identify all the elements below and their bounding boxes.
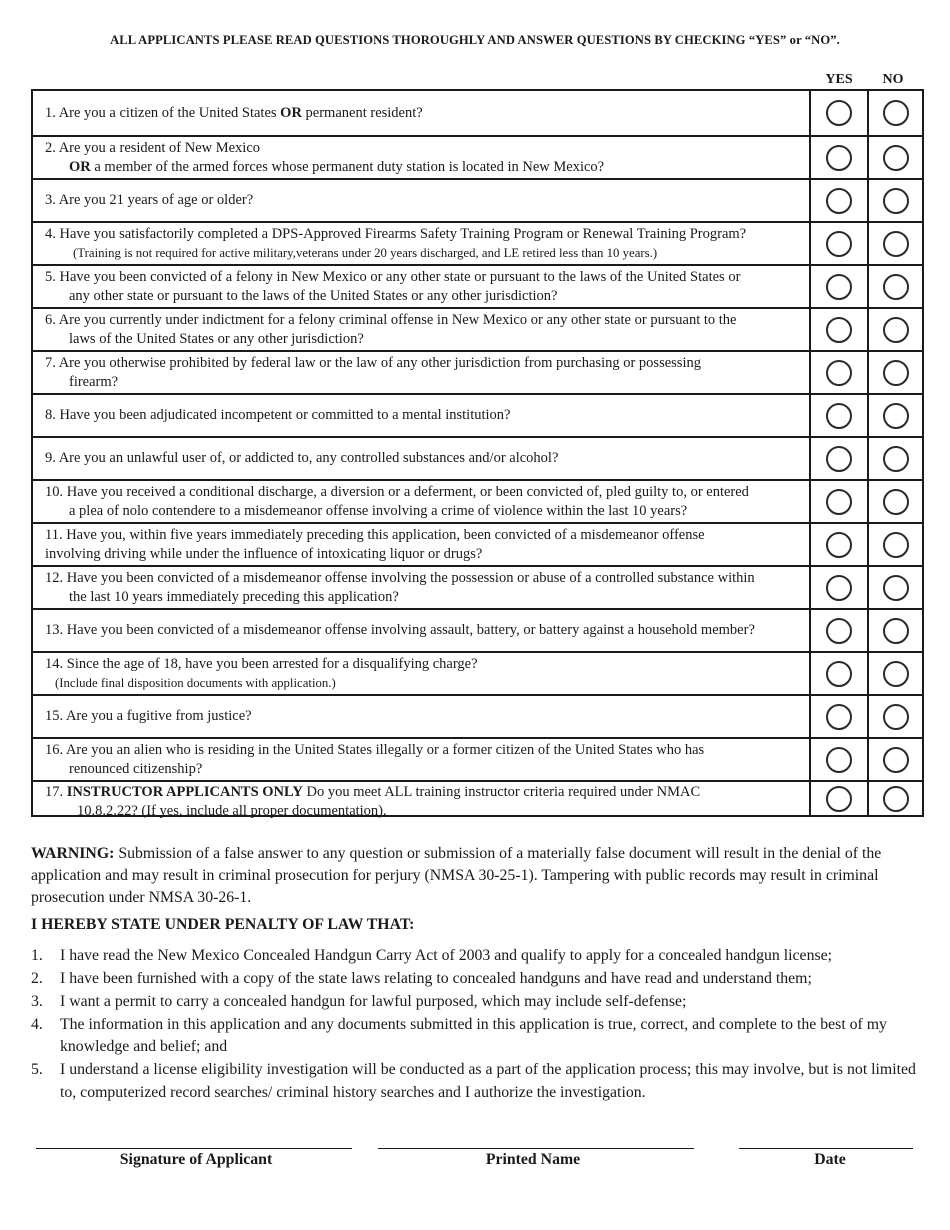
question-13-yes-radio[interactable] — [826, 618, 852, 644]
question-row-17 — [33, 780, 922, 819]
question-7-line-2: firearm? — [69, 373, 119, 390]
question-16-line-2: renounced citizenship? — [69, 760, 203, 777]
question-4-no-radio[interactable] — [883, 231, 909, 257]
printed-name-line[interactable] — [378, 1148, 694, 1149]
question-row-6 — [33, 307, 922, 350]
yes-column-header: YES — [825, 72, 853, 87]
question-row-7 — [33, 350, 922, 393]
date-label: Date — [814, 1151, 846, 1168]
question-12-yes-radio[interactable] — [826, 575, 852, 601]
question-10-line-2: a plea of nolo contendere to a misdemeanor offense involving a crime of violence within the last 10 years? — [69, 502, 688, 519]
question-17-line-1: Do you meet ALL training instructor criteria required under NMAC — [302, 784, 701, 800]
question-row-15 — [33, 694, 922, 737]
question-8-no-radio[interactable] — [883, 403, 909, 429]
question-text-1 — [33, 91, 811, 135]
question-16-no-radio[interactable] — [883, 747, 909, 773]
question-row-14 — [33, 651, 922, 694]
statement-text: I understand a license eligibility investigation will be conducted as a part of the application process; this may involve, but is not limited to, computerized record searches/ criminal history searches and I authorize the investigation. — [60, 1061, 916, 1101]
question-12-no-radio[interactable] — [883, 575, 909, 601]
statement-item-3 — [31, 991, 923, 1014]
no-column-header: NO — [882, 72, 904, 87]
question-row-9 — [33, 436, 922, 479]
question-13-line-1: 13. Have you been convicted of a misdemeanor offense involving assault, battery, or battery against a household member? — [45, 622, 755, 638]
question-15-no-radio[interactable] — [883, 704, 909, 730]
question-text-12 — [33, 567, 811, 608]
warning-label: WARNING: — [31, 845, 115, 862]
question-text-2 — [33, 137, 811, 178]
statement-item-2 — [31, 968, 923, 991]
question-6-yes-radio[interactable] — [826, 317, 852, 343]
statement-text: The information in this application and any documents submitted in this application is true, correct, and complete to the best of my knowledge and belief; and — [60, 1015, 887, 1056]
form-instructions-header: ALL APPLICANTS PLEASE READ QUESTIONS THOROUGHLY AND ANSWER QUESTIONS BY CHECKING “YES” or “NO”. — [110, 33, 840, 47]
question-row-5 — [33, 264, 922, 307]
question-text-13 — [33, 610, 811, 651]
question-4-note: (Training is not required for active military,veterans under 20 years discharged, and LE retired less than 10 years.) — [73, 245, 658, 260]
question-row-4 — [33, 221, 922, 264]
question-text-14 — [33, 653, 811, 694]
question-3-no-radio[interactable] — [883, 188, 909, 214]
question-row-16 — [33, 737, 922, 780]
question-4-yes-radio[interactable] — [826, 231, 852, 257]
question-12-line-1: 12. Have you been convicted of a misdemeanor offense involving the possession or abuse of a controlled substance within — [45, 569, 755, 586]
statement-list — [31, 945, 923, 1104]
question-17-yes-radio[interactable] — [826, 786, 852, 812]
question-text-17 — [33, 782, 811, 819]
question-1-no-radio[interactable] — [883, 100, 909, 126]
question-5-line-2: any other state or pursuant to the laws of the United States or any other jurisdiction? — [69, 287, 558, 304]
signature-line[interactable] — [36, 1148, 352, 1149]
question-9-line-1: 9. Are you an unlawful user of, or addicted to, any controlled substances and/or alcohol? — [45, 450, 559, 466]
question-7-line-1: 7. Are you otherwise prohibited by federal law or the law of any other jurisdiction from purchasing or possessing — [45, 354, 701, 371]
question-text-3 — [33, 180, 811, 221]
question-row-3 — [33, 178, 922, 221]
question-4-line-1: 4. Have you satisfactorily completed a DPS-Approved Firearms Safety Training Program or Renewal Training Program? — [45, 225, 747, 242]
question-17-no-radio[interactable] — [883, 786, 909, 812]
question-text-8 — [33, 395, 811, 436]
question-1-yes-radio[interactable] — [826, 100, 852, 126]
question-12-line-2: the last 10 years immediately preceding this application? — [69, 588, 399, 605]
question-17-line-2: 10.8.2.22? (If yes, include all proper documentation). — [77, 803, 387, 819]
question-9-yes-radio[interactable] — [826, 446, 852, 472]
question-2-no-radio[interactable] — [883, 145, 909, 171]
question-5-line-1: 5. Have you been convicted of a felony in New Mexico or any other state or pursuant to the laws of the United States or — [45, 268, 741, 285]
question-text-6 — [33, 309, 811, 350]
statement-number: 3. — [31, 992, 43, 1010]
question-row-8 — [33, 393, 922, 436]
warning-paragraph — [31, 843, 923, 909]
question-15-line-1: 15. Are you a fugitive from justice? — [45, 708, 252, 724]
question-row-10 — [33, 479, 922, 522]
question-7-no-radio[interactable] — [883, 360, 909, 386]
question-6-line-1: 6. Are you currently under indictment for a felony criminal offense in New Mexico or any other state or pursuant to the — [45, 311, 737, 328]
question-text-4 — [33, 223, 811, 264]
question-2-line-1: 2. Are you a resident of New Mexico — [45, 139, 261, 156]
date-line[interactable] — [739, 1148, 913, 1149]
question-14-yes-radio[interactable] — [826, 661, 852, 687]
statement-number: 2. — [31, 969, 43, 987]
question-2-line-2: a member of the armed forces whose permanent duty station is located in New Mexico? — [90, 158, 605, 175]
statement-number: 5. — [31, 1061, 43, 1079]
question-16-line-1: 16. Are you an alien who is residing in the United States illegally or a former citizen of the United States who has — [45, 741, 705, 758]
question-row-12 — [33, 565, 922, 608]
question-3-yes-radio[interactable] — [826, 188, 852, 214]
question-row-13 — [33, 608, 922, 651]
question-text-11 — [33, 524, 811, 565]
question-16-yes-radio[interactable] — [826, 747, 852, 773]
question-9-no-radio[interactable] — [883, 446, 909, 472]
statement-item-4 — [31, 1014, 923, 1059]
question-row-2 — [33, 135, 922, 178]
printed-name-label: Printed Name — [485, 1151, 581, 1168]
question-10-line-1: 10. Have you received a conditional discharge, a diversion or a deferment, or been convicted of, pled guilty to, or entered — [45, 483, 749, 500]
question-7-yes-radio[interactable] — [826, 360, 852, 386]
question-row-11 — [33, 522, 922, 565]
question-13-no-radio[interactable] — [883, 618, 909, 644]
statement-item-1 — [31, 945, 923, 968]
statement-text: I want a permit to carry a concealed handgun for lawful purposed, which may include self-defense; — [60, 992, 687, 1010]
question-15-yes-radio[interactable] — [826, 704, 852, 730]
warning-text: Submission of a false answer to any question or submission of a materially false document will result in the denial of the application and may result in criminal prosecution for perjury (NMSA 30-25-1). Tampering with public records may result in criminal prosecution under NMSA 30-26-1. — [31, 845, 882, 906]
question-1-part-c: permanent resident? — [301, 104, 423, 121]
question-14-no-radio[interactable] — [883, 661, 909, 687]
statement-heading: I HEREBY STATE UNDER PENALTY OF LAW THAT: — [31, 916, 415, 933]
question-text-5 — [33, 266, 811, 307]
statement-text: I have read the New Mexico Concealed Handgun Carry Act of 2003 and qualify to apply for a concealed handgun license; — [60, 947, 833, 964]
question-row-1 — [33, 91, 922, 135]
statement-text: I have been furnished with a copy of the state laws relating to concealed handguns and have read and understand them; — [60, 969, 812, 987]
question-1-part-a: 1. Are you a citizen of the United States — [45, 104, 281, 121]
question-11-line-2: involving driving while under the influence of intoxicating liquor or drugs? — [45, 545, 483, 562]
question-text-7 — [33, 352, 811, 393]
question-10-no-radio[interactable] — [883, 489, 909, 515]
question-1-bold: OR — [280, 104, 302, 121]
question-6-no-radio[interactable] — [883, 317, 909, 343]
question-5-yes-radio[interactable] — [826, 274, 852, 300]
question-17-number: 17. — [45, 784, 67, 800]
question-5-no-radio[interactable] — [883, 274, 909, 300]
questions-table — [31, 89, 924, 817]
question-text-9 — [33, 438, 811, 479]
question-text-15 — [33, 696, 811, 737]
question-11-line-1: 11. Have you, within five years immediately preceding this application, been convicted of a misdemeanor offense — [45, 526, 705, 543]
statement-number: 1. — [31, 947, 43, 964]
signature-label: Signature of Applicant — [119, 1151, 273, 1168]
question-11-no-radio[interactable] — [883, 532, 909, 558]
question-14-line-1: 14. Since the age of 18, have you been arrested for a disqualifying charge? — [45, 655, 478, 672]
question-8-yes-radio[interactable] — [826, 403, 852, 429]
question-14-note: (Include final disposition documents with application.) — [55, 675, 336, 690]
question-17-bold: INSTRUCTOR APPLICANTS ONLY — [66, 784, 303, 800]
question-8-line-1: 8. Have you been adjudicated incompetent or committed to a mental institution? — [45, 407, 511, 423]
statement-number: 4. — [31, 1015, 43, 1033]
question-6-line-2: laws of the United States or any other jurisdiction? — [69, 330, 364, 347]
statement-item-5 — [31, 1059, 923, 1104]
question-10-yes-radio[interactable] — [826, 489, 852, 515]
question-3-line-1: 3. Are you 21 years of age or older? — [45, 192, 254, 208]
question-2-bold: OR — [69, 158, 91, 175]
question-2-yes-radio[interactable] — [826, 145, 852, 171]
question-text-16 — [33, 739, 811, 780]
question-text-10 — [33, 481, 811, 522]
question-11-yes-radio[interactable] — [826, 532, 852, 558]
